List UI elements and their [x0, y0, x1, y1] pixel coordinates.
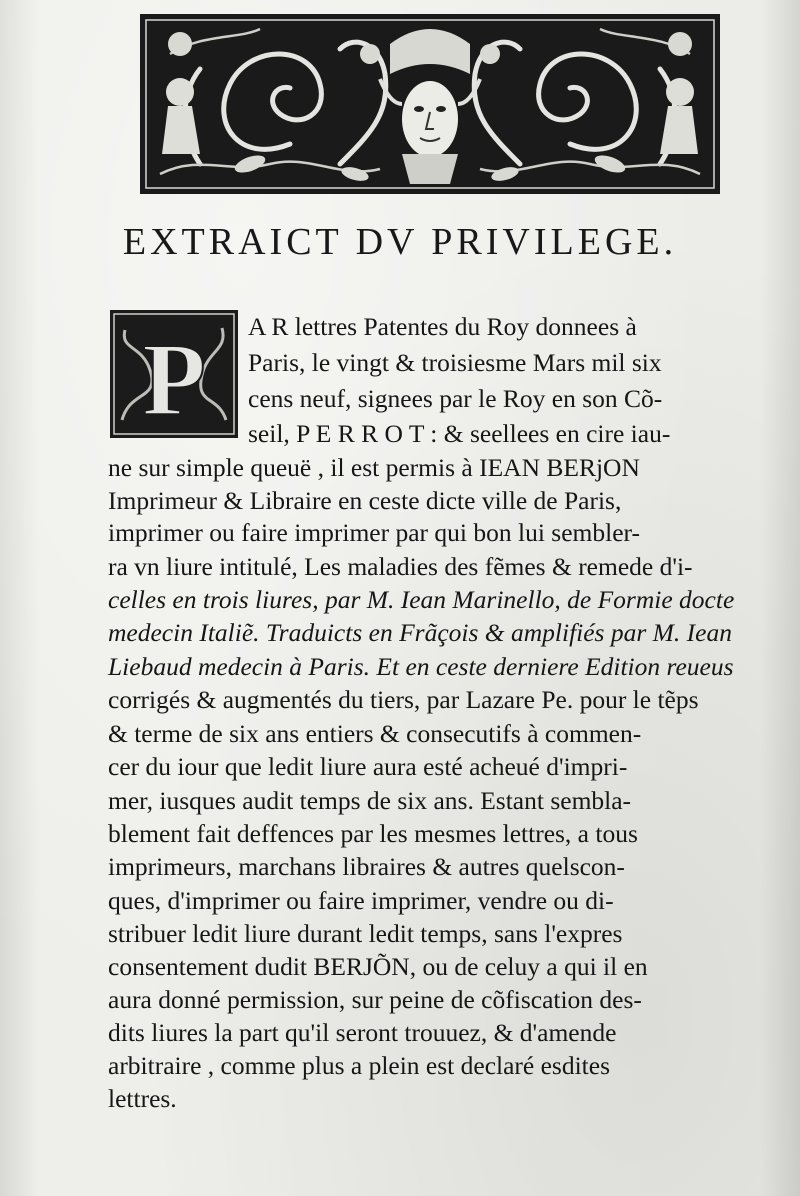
text-line: lettres.: [108, 1084, 177, 1113]
text-line: blement fait deffences par les mesmes lettres, a tous: [108, 819, 638, 848]
text-line: imprimeurs, marchans libraires & autres quelscon-: [108, 852, 625, 881]
text-line: ques, d'imprimer ou faire imprimer, vendre ou di-: [108, 886, 614, 915]
text-line: cer du iour que ledit liure aura esté acheué d'impri-: [108, 752, 628, 781]
page-title: EXTRAICT DV PRIVILEGE.: [122, 221, 678, 263]
text-line-italic: Liebaud medecin à Paris. Et en ceste derniere Edition reueus: [108, 652, 734, 681]
text-line: seil, P E R R O T : & seellees en cire iau-: [248, 419, 671, 448]
text-line: arbitraire , comme plus a plein est declaré esdites: [108, 1051, 611, 1080]
text-line: corrigés & augmentés du tiers, par Lazare Pe. pour le tẽps: [108, 685, 699, 714]
text-line: & terme de six ans entiers & consecutifs à commen-: [108, 719, 642, 748]
text-line: Paris, le vingt & troisiesme Mars mil six: [248, 348, 662, 377]
text-line: stribuer ledit liure durant ledit temps, sans l'expres: [108, 919, 623, 948]
text-line: imprimer ou faire imprimer par qui bon lui sembler-: [108, 518, 641, 547]
text-line-italic: celles en trois liures, par M. Iean Marinello, de Formie docte: [108, 585, 735, 614]
drop-cap-letter: P: [142, 322, 206, 437]
text-line: cens neuf, signees par le Roy en son Cõ-: [248, 384, 663, 413]
text-line-italic: medecin Italiẽ. Traduicts en Frãçois & amplifiés par M. Iean: [108, 618, 732, 647]
woodcut-ornament: [140, 14, 720, 194]
text-line: ra vn liure intitulé, Les maladies des fẽmes & remede d'i-: [108, 552, 693, 581]
text-line: aura donné permission, sur peine de cõfiscation des-: [108, 985, 642, 1014]
text-line: ne sur simple queuë , il est permis à IEAN BERjON: [108, 453, 640, 482]
text-line: mer, iusques audit temps de six ans. Estant sembla-: [108, 786, 632, 815]
text-line: dits liures la part qu'il seront trouuez, & d'amende: [108, 1018, 617, 1047]
text-line: Imprimeur & Libraire en ceste dicte ville de Paris,: [108, 486, 622, 515]
drop-cap-ornament: [110, 310, 238, 438]
text-line: consentement dudit BERJÕN, ou de celuy a qui il en: [108, 952, 648, 981]
text-line: A R lettres Patentes du Roy donnees à: [248, 312, 637, 341]
